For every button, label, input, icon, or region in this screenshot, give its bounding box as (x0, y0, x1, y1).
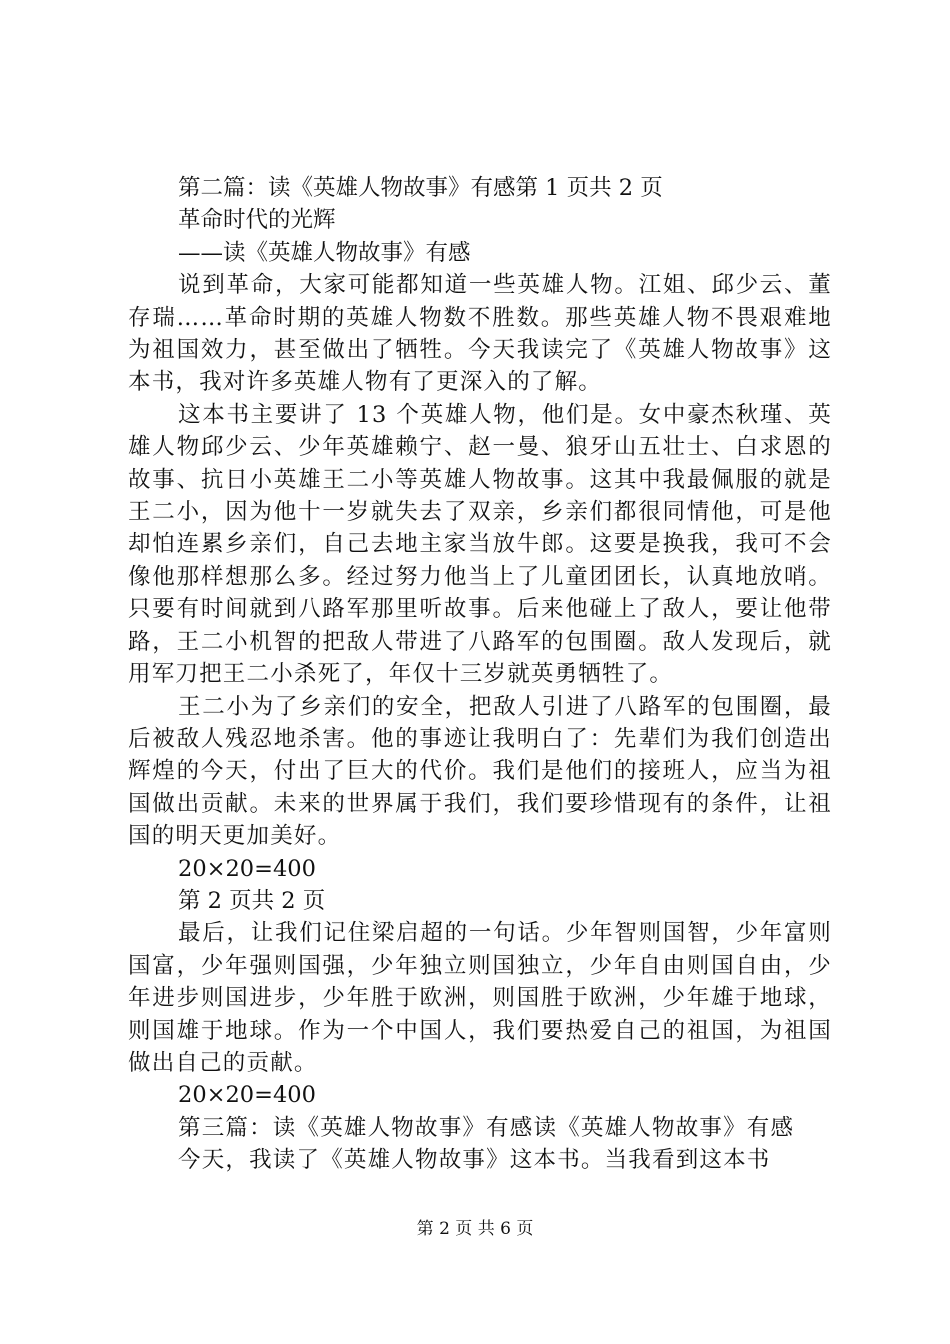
paragraph: 这本书主要讲了 13 个英雄人物，他们是。女中豪杰秋瑾、英雄人物邱少云、少年英雄赖宁、赵一曼、狼牙山五壮士、白求恩的故事、抗日小英雄王二小等英雄人物故事。这其中我最佩服的就是王二小，因为他十一岁就失去了双亲，乡亲们都很同情他，可是他却怕连累乡亲们，自己去地主家当放牛郎。这要是换我，我可不会像他那样想那么多。经过努力他当上了儿童团团长，认真地放哨。只要有时间就到八路军那里听故事。后来他碰上了敌人，要让他带路，王二小机智的把敌人带进了八路军的包围圈。敌人发现后，就用军刀把王二小杀死了，年仅十三岁就英勇牺牲了。 (128, 401, 832, 688)
document-body (128, 172, 832, 1177)
page-footer: 第 2 页 共 6 页 (416, 1219, 534, 1239)
section-heading: 第二篇：读《英雄人物故事》有感第 1 页共 2 页 (178, 175, 663, 201)
word-count-note: 20×20=400 (178, 855, 316, 882)
word-count-note: 20×20=400 (178, 1082, 316, 1109)
page-marker: 第 2 页共 2 页 (178, 887, 326, 914)
essay-title: 革命时代的光辉 (178, 207, 336, 234)
paragraph: 王二小为了乡亲们的安全，把敌人引进了八路军的包围圈，最后被敌人残忍地杀害。他的事迹让我明白了：先辈们为我们创造出辉煌的今天，付出了巨大的代价。我们是他们的接班人，应当为祖国做出贡献。未来的世界属于我们，我们要珍惜现有的条件，让祖国的明天更加美好。 (128, 693, 832, 850)
paragraph: 最后，让我们记住梁启超的一句话。少年智则国智，少年富则国富，少年强则国强，少年独立则国独立，少年自由则国自由，少年进步则国进步，少年胜于欧洲，则国胜于欧洲，少年雄于地球，则国雄于地球。作为一个中国人，我们要热爱自己的祖国，为祖国做出自己的贡献。 (128, 920, 832, 1076)
section-heading: 第三篇：读《英雄人物故事》有感读《英雄人物故事》有感 (178, 1114, 795, 1141)
paragraph: 今天，我读了《英雄人物故事》这本书。当我看到这本书 (178, 1147, 771, 1174)
paragraph: 说到革命，大家可能都知道一些英雄人物。江姐、邱少云、董存瑞……革命时期的英雄人物数不胜数。那些英雄人物不畏艰难地为祖国效力，甚至做出了牺牲。今天我读完了《英雄人物故事》这本书，我对许多英雄人物有了更深入的了解。 (128, 272, 832, 396)
essay-subtitle: ——读《英雄人物故事》有感 (178, 239, 471, 266)
